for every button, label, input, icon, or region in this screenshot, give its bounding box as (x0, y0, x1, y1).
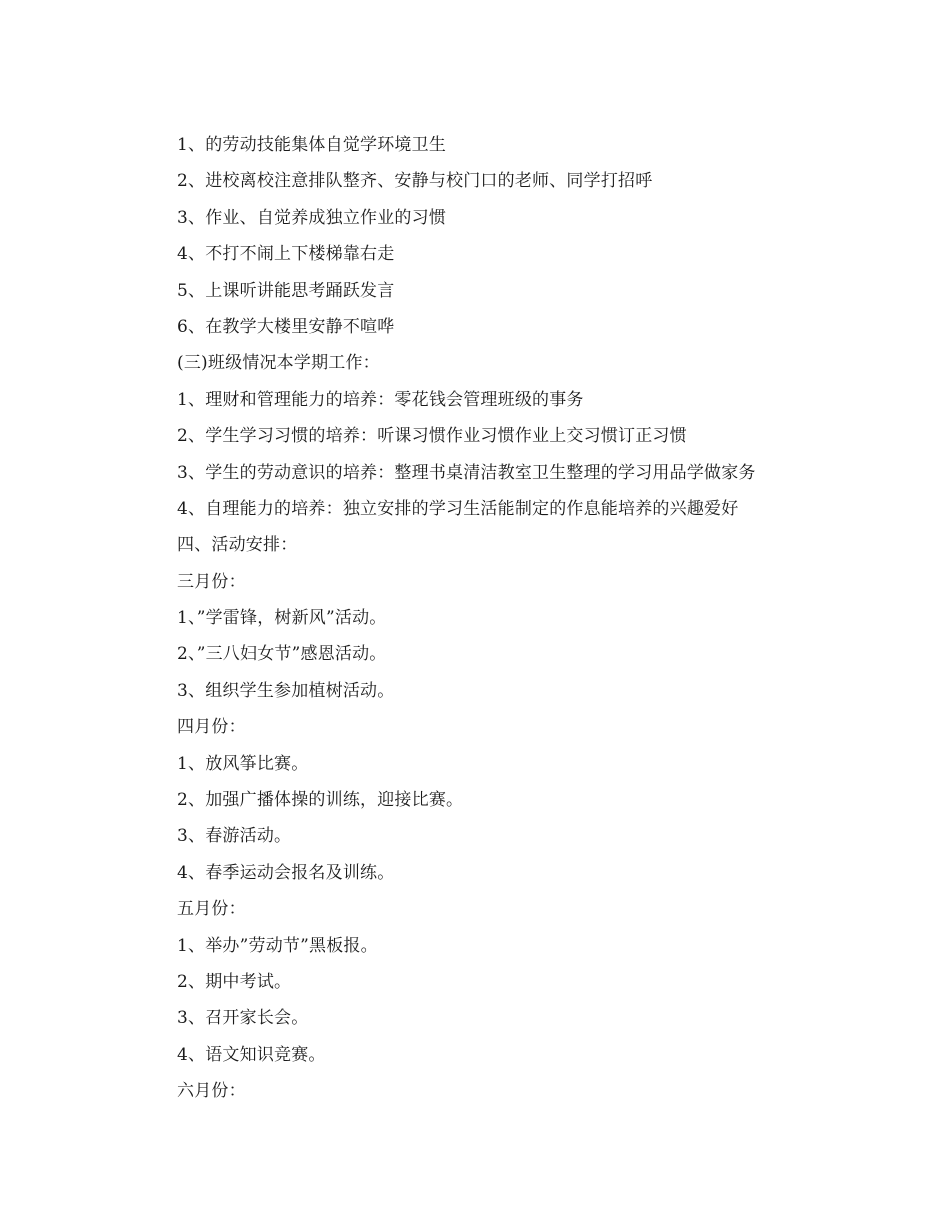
section-heading: (三)班级情况本学期工作： (177, 353, 380, 374)
text-line: 2、进校离校注意排队整齐、安静与校门口的老师、同学打招呼 (177, 171, 653, 192)
text-line: 2、学生学习习惯的培养：听课习惯作业习惯作业上交习惯订正习惯 (177, 426, 687, 447)
month-heading: 三月份： (177, 571, 246, 592)
text-line: 1、的劳动技能集体自觉学环境卫生 (177, 135, 447, 155)
text-line: 1、放风筝比赛。 (177, 753, 309, 774)
month-heading: 六月份： (177, 1081, 246, 1102)
text-line: 2、加强广播体操的训练，迎接比赛。 (177, 790, 464, 811)
text-line: 3、春游活动。 (177, 826, 292, 847)
text-line: 3、召开家长会。 (177, 1008, 309, 1029)
text-line: 4、春季运动会报名及训练。 (177, 862, 395, 883)
text-line: 4、不打不闹上下楼梯靠右走 (177, 244, 395, 265)
text-line: 6、在教学大楼里安静不喧哗 (177, 316, 395, 337)
month-heading: 五月份： (177, 899, 246, 920)
text-line: 1、举办”劳动节”黑板报。 (177, 935, 378, 956)
document-body (177, 127, 897, 1110)
section-heading: 四、活动安排： (177, 535, 298, 556)
text-line: 3、学生的劳动意识的培养：整理书桌清洁教室卫生整理的学习用品学做家务 (177, 462, 756, 483)
text-line: 3、作业、自觉养成独立作业的习惯 (177, 207, 447, 228)
text-line: 2、”三八妇女节”感恩活动。 (177, 644, 387, 665)
text-line: 2、期中考试。 (177, 971, 292, 992)
text-line: 4、自理能力的培养：独立安排的学习生活能制定的作息能培养的兴趣爱好 (177, 498, 739, 519)
text-line: 4、语文知识竞赛。 (177, 1044, 326, 1065)
text-line: 5、上课听讲能思考踊跃发言 (177, 280, 395, 301)
text-line: 3、组织学生参加植树活动。 (177, 680, 395, 701)
month-heading: 四月份： (177, 717, 246, 738)
text-line: 1、”学雷锋，树新风”活动。 (177, 608, 387, 629)
text-line: 1、理财和管理能力的培养：零花钱会管理班级的事务 (177, 389, 584, 410)
